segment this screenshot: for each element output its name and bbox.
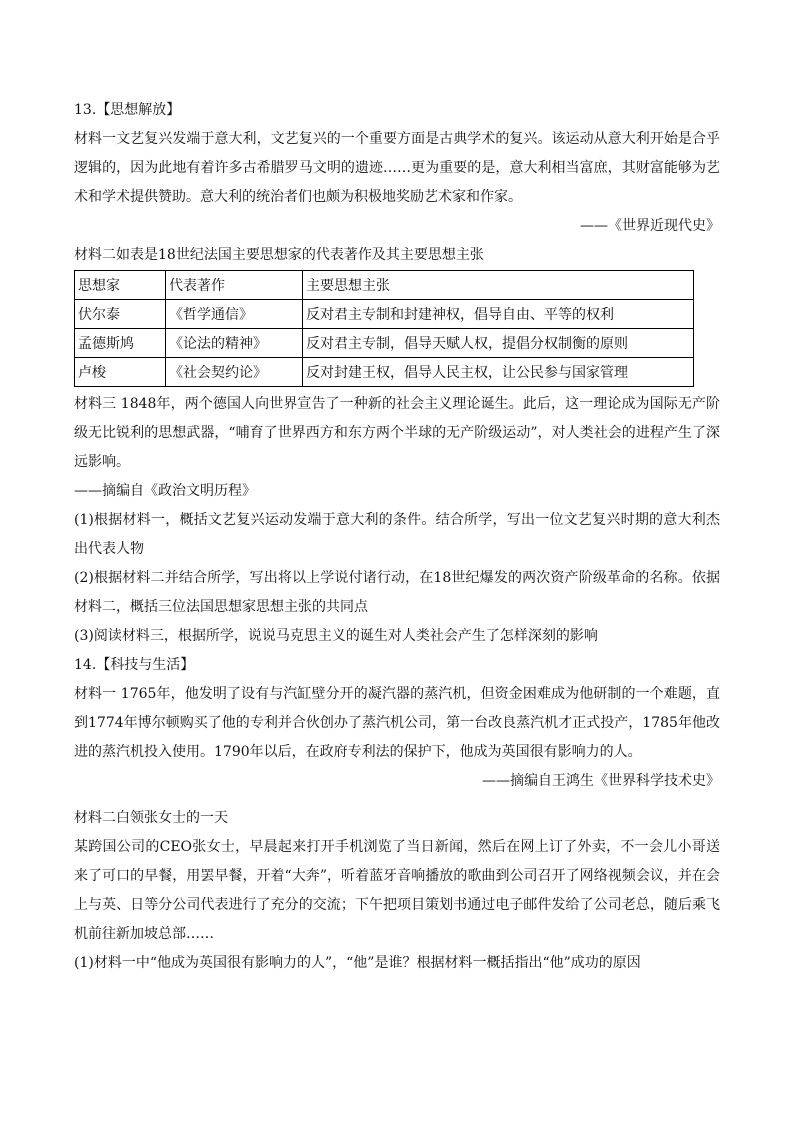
q13-sub-question-3: (3)阅读材料三，根据所学，说说马克思主义的诞生对人类社会产生了怎样深刻的影响 — [74, 628, 598, 644]
q13-material-2-intro: 材料二如表是18世纪法国主要思想家的代表著作及其主要思想主张 — [74, 247, 484, 263]
question-13-header: 13.【思想解放】 — [74, 102, 181, 118]
table-cell: 孟德斯鸠 — [75, 329, 166, 358]
q14-material-2-title: 材料二白领张女士的一天 — [74, 810, 228, 826]
table-header-cell: 主要思想主张 — [303, 271, 694, 300]
q14-material-1: 材料一 1765年，他发明了设有与汽缸壁分开的凝汽器的蒸汽机，但资金困难成为他研制的一个难题，直到1774年博尔顿购买了他的专利并合伙创办了蒸汽机公司，第一台改良蒸汽机才正式投产，1785年他改进的蒸汽机投入使用。1790年以后，在政府专利法的保护下，他成为英国很有影响力的人。 — [74, 686, 720, 760]
table-cell: 《论法的精神》 — [166, 329, 303, 358]
table-cell: 反对封建王权，倡导人民主权，让公民参与国家管理 — [303, 358, 694, 387]
table-cell: 《社会契约论》 — [166, 358, 303, 387]
document-page — [74, 96, 720, 978]
q13-material-3-source: ——摘编自《政治文明历程》 — [74, 483, 256, 499]
table-header-cell: 代表著作 — [166, 271, 303, 300]
table-cell: 《哲学通信》 — [166, 300, 303, 329]
question-14-header: 14.【科技与生活】 — [74, 657, 195, 673]
table-row — [75, 300, 694, 329]
table-cell: 伏尔泰 — [75, 300, 166, 329]
q13-material-1: 材料一文艺复兴发端于意大利，文艺复兴的一个重要方面是古典学术的复兴。该运动从意大利开始是合乎逻辑的，因为此地有着许多古希腊罗马文明的遗迹……更为重要的是，意大利相当富庶，其财富能够为艺术和学术提供赞助。意大利的统治者们也颇为积极地奖励艺术家和作家。 — [74, 131, 720, 205]
table-row — [75, 329, 694, 358]
thinkers-table — [74, 270, 694, 387]
q14-sub-question-1: (1)材料一中“他成为英国很有影响力的人”，“他”是谁？根据材料一概括指出“他”成功的原因 — [74, 955, 641, 971]
table-header-row — [75, 271, 694, 300]
q13-material-1-source: ——《世界近现代史》 — [580, 218, 720, 234]
q14-material-2: 某跨国公司的CEO张女士，早晨起来打开手机浏览了当日新闻，然后在网上订了外卖，不一会儿小哥送来了可口的早餐，用罢早餐，开着“大奔”，听着蓝牙音响播放的歌曲到公司召开了网络视频会议，并在会上与英、日等分公司代表进行了充分的交流；下午把项目策划书通过电子邮件发给了公司老总，随后乘飞机前往新加坡总部…… — [74, 839, 720, 942]
q13-material-3: 材料三 1848年，两个德国人向世界宣告了一种新的社会主义理论诞生。此后，这一理论成为国际无产阶级无比锐利的思想武器，“哺育了世界西方和东方两个半球的无产阶级运动”，对人类社会的进程产生了深远影响。 — [74, 396, 720, 470]
table-row — [75, 358, 694, 387]
q14-material-1-source: ——摘编自王鸿生《世界科学技术史》 — [482, 773, 720, 789]
table-cell: 卢梭 — [75, 358, 166, 387]
table-cell: 反对君主专制和封建神权，倡导自由、平等的权利 — [303, 300, 694, 329]
q13-sub-question-2: (2)根据材料二并结合所学，写出将以上学说付诸行动，在18世纪爆发的两次资产阶级革命的名称。依据材料二，概括三位法国思想家思想主张的共同点 — [74, 570, 720, 615]
table-cell: 反对君主专制，倡导天赋人权，提倡分权制衡的原则 — [303, 329, 694, 358]
table-header-cell: 思想家 — [75, 271, 166, 300]
q13-sub-question-1: (1)根据材料一，概括文艺复兴运动发端于意大利的条件。结合所学，写出一位文艺复兴时期的意大利杰出代表人物 — [74, 512, 720, 557]
